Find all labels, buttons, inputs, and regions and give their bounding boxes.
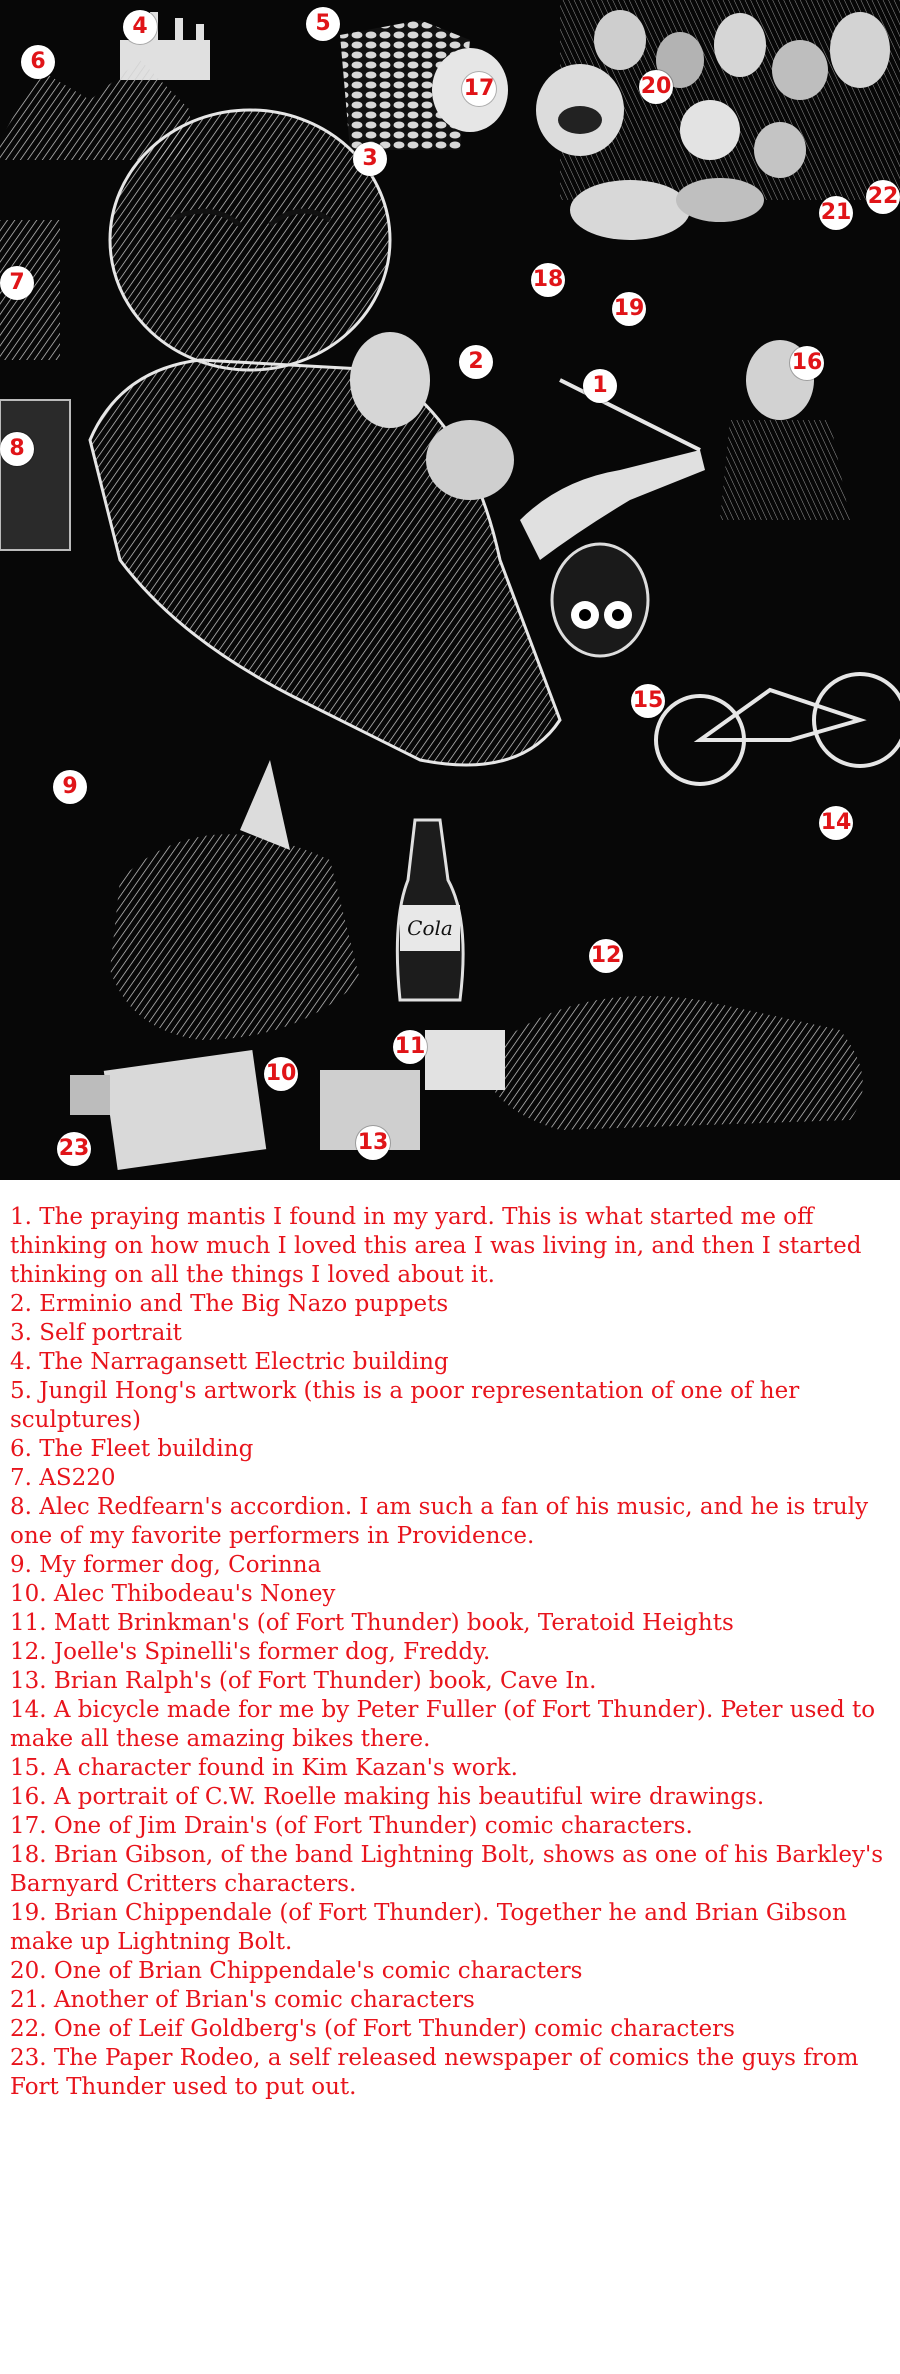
legend-item: 8. Alec Redfearn's accordion. I am such a fan of his music, and he is truly one of my favorite performers in Providence.: [10, 1494, 869, 1549]
seated-figure-body: [90, 360, 560, 765]
legend-item: 1. The praying mantis I found in my yard. This is what started me off thinking on how much I loved this area I was living in, and then I started thinking on all the things I loved about it.: [10, 1204, 862, 1288]
marker-21: 21: [819, 196, 853, 230]
marker-22: 22: [866, 180, 900, 214]
legend-item: 16. A portrait of C.W. Roelle making his beautiful wire drawings.: [10, 1784, 765, 1810]
dog-freddy: [480, 996, 863, 1130]
legend-item: 17. One of Jim Drain's (of Fort Thunder) comic characters.: [10, 1813, 693, 1839]
legend-item: 18. Brian Gibson, of the band Lightning Bolt, shows as one of his Barkley's Barnyard Critters characters.: [10, 1842, 884, 1897]
marker-9: 9: [53, 770, 87, 804]
marker-14: 14: [819, 806, 853, 840]
cola-bottle: [397, 820, 463, 1000]
artwork-illustration: [0, 0, 900, 1180]
legend-item: 12. Joelle's Spinelli's former dog, Freddy.: [10, 1639, 491, 1665]
legend-item: 14. A bicycle made for me by Peter Fuller (of Fort Thunder). Peter used to make all these amazing bikes there.: [10, 1697, 876, 1752]
svg-text:Cola: Cola: [407, 916, 453, 940]
marker-7: 7: [0, 266, 34, 300]
legend-item: 10. Alec Thibodeau's Noney: [10, 1581, 336, 1607]
marker-20: 20: [639, 70, 673, 104]
scratchboard-artwork: [0, 0, 900, 1180]
marker-18: 18: [531, 263, 565, 297]
legend-item: 3. Self portrait: [10, 1320, 182, 1346]
legend-item: 20. One of Brian Chippendale's comic characters: [10, 1958, 583, 1984]
legend-item: 5. Jungil Hong's artwork (this is a poor representation of one of her sculptures): [10, 1378, 800, 1433]
legend-item: 15. A character found in Kim Kazan's work.: [10, 1755, 518, 1781]
bicycle: [656, 674, 900, 784]
legend-item: 21. Another of Brian's comic characters: [10, 1987, 475, 2013]
marker-3: 3: [353, 142, 387, 176]
marker-23: 23: [57, 1132, 91, 1166]
marker-10: 10: [264, 1057, 298, 1091]
legend-item: 7. AS220: [10, 1465, 116, 1491]
marker-12: 12: [589, 939, 623, 973]
legend-item: 22. One of Leif Goldberg's (of Fort Thunder) comic characters: [10, 2016, 735, 2042]
legend-item: 4. The Narragansett Electric building: [10, 1349, 449, 1375]
marker-6: 6: [21, 45, 55, 79]
marker-15: 15: [631, 684, 665, 718]
legend-item: 9. My former dog, Corinna: [10, 1552, 322, 1578]
legend-list: [10, 1203, 890, 2102]
dog-corinna: [110, 760, 360, 1040]
marker-5: 5: [306, 7, 340, 41]
legend-item: 11. Matt Brinkman's (of Fort Thunder) book, Teratoid Heights: [10, 1610, 734, 1636]
marker-8: 8: [0, 432, 34, 466]
marker-16: 16: [790, 346, 824, 380]
marker-4: 4: [123, 10, 157, 44]
legend-item: 23. The Paper Rodeo, a self released newspaper of comics the guys from Fort Thunder used to put out.: [10, 2045, 859, 2100]
legend-item: 19. Brian Chippendale (of Fort Thunder). Together he and Brian Gibson make up Lightning Bolt.: [10, 1900, 847, 1955]
kim-kazan-character: [552, 544, 648, 656]
marker-2: 2: [459, 345, 493, 379]
legend-item: 13. Brian Ralph's (of Fort Thunder) book, Cave In.: [10, 1668, 597, 1694]
marker-1: 1: [583, 369, 617, 403]
marker-11: 11: [393, 1030, 427, 1064]
legend-item: 2. Erminio and The Big Nazo puppets: [10, 1291, 449, 1317]
self-portrait-head: [110, 110, 390, 370]
legend-item: 6. The Fleet building: [10, 1436, 254, 1462]
marker-17: 17: [462, 72, 496, 106]
marker-13: 13: [356, 1126, 390, 1160]
marker-19: 19: [612, 292, 646, 326]
